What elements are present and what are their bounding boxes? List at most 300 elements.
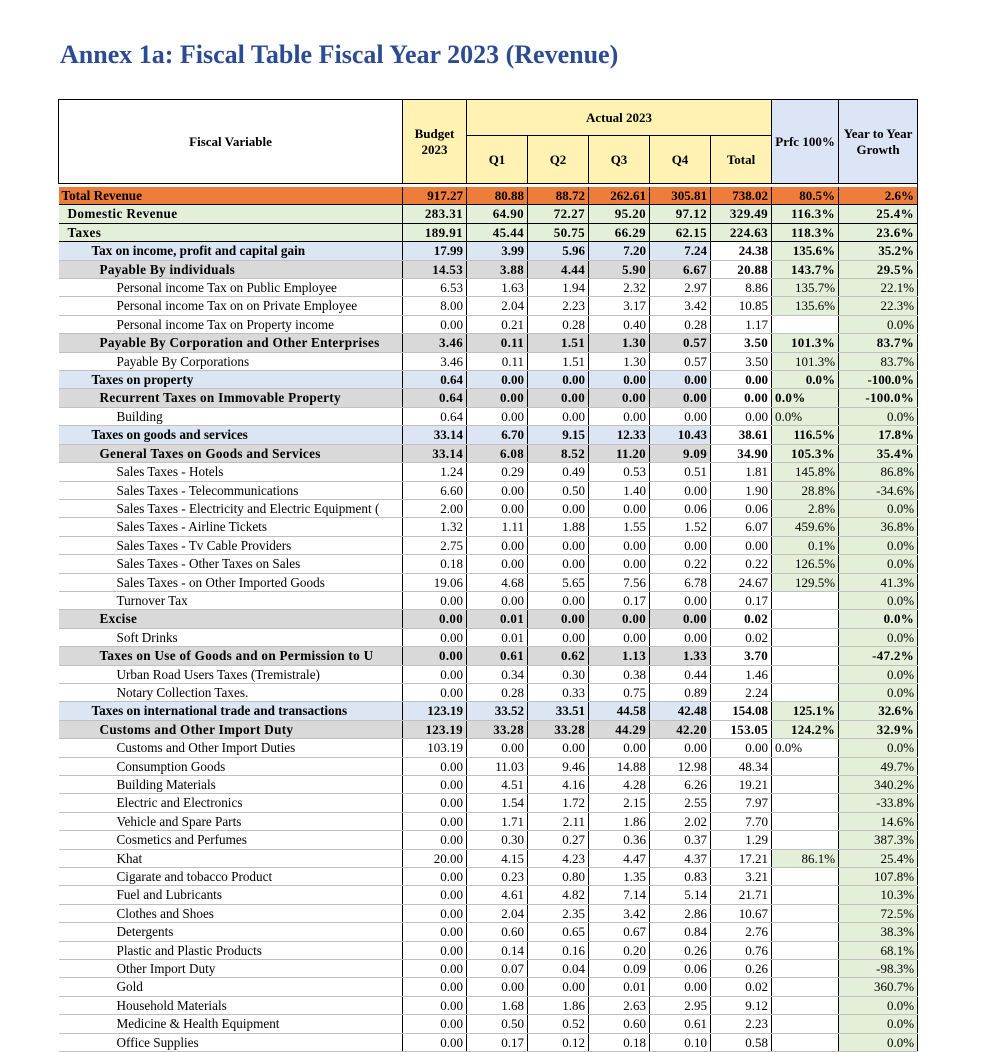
cell-yoy: 22.3%	[839, 297, 918, 315]
cell-budget: 0.64	[403, 389, 467, 407]
cell-q1: 0.00	[467, 536, 528, 554]
cell-total: 3.21	[711, 868, 772, 886]
table-row	[59, 407, 918, 425]
row-label: Sales Taxes - on Other Imported Goods	[59, 573, 403, 591]
row-label: Gold	[59, 978, 403, 996]
cell-yoy: 10.3%	[839, 886, 918, 904]
cell-budget: 0.18	[403, 555, 467, 573]
cell-q1: 33.52	[467, 702, 528, 720]
table-row	[59, 187, 918, 205]
cell-yoy: 68.1%	[839, 941, 918, 959]
row-label: Taxes on goods and services	[59, 426, 403, 444]
cell-q4: 10.43	[650, 426, 711, 444]
cell-q4: 0.06	[650, 960, 711, 978]
cell-q2: 1.88	[528, 518, 589, 536]
cell-prfc	[772, 996, 839, 1014]
cell-prfc: 28.8%	[772, 481, 839, 499]
cell-q3: 1.30	[589, 334, 650, 352]
cell-total: 0.26	[711, 960, 772, 978]
cell-total: 3.50	[711, 334, 772, 352]
header-fiscal-variable: Fiscal Variable	[59, 100, 403, 184]
cell-q2: 0.00	[528, 389, 589, 407]
cell-yoy: 83.7%	[839, 334, 918, 352]
cell-yoy: -47.2%	[839, 647, 918, 665]
cell-q4: 0.37	[650, 831, 711, 849]
cell-q3: 1.86	[589, 812, 650, 830]
cell-budget: 3.46	[403, 352, 467, 370]
table-row	[59, 904, 918, 922]
header-prfc: Prfc 100%	[772, 100, 839, 184]
row-label: Plastic and Plastic Products	[59, 941, 403, 959]
cell-budget: 1.32	[403, 518, 467, 536]
cell-q4: 42.48	[650, 702, 711, 720]
cell-yoy: 36.8%	[839, 518, 918, 536]
cell-q3: 0.38	[589, 665, 650, 683]
header-q1: Q1	[467, 136, 528, 184]
table-row	[59, 315, 918, 333]
cell-total: 2.24	[711, 683, 772, 701]
cell-q4: 3.42	[650, 297, 711, 315]
cell-q1: 0.11	[467, 334, 528, 352]
cell-total: 21.71	[711, 886, 772, 904]
cell-yoy: 35.2%	[839, 242, 918, 260]
cell-q2: 1.51	[528, 334, 589, 352]
cell-prfc: 143.7%	[772, 260, 839, 278]
table-row	[59, 1033, 918, 1051]
cell-total: 8.86	[711, 279, 772, 297]
cell-yoy: 0.0%	[839, 739, 918, 757]
table-row	[59, 518, 918, 536]
cell-q4: 6.78	[650, 573, 711, 591]
cell-q2: 9.46	[528, 757, 589, 775]
cell-yoy: 0.0%	[839, 665, 918, 683]
cell-prfc	[772, 776, 839, 794]
cell-prfc	[772, 904, 839, 922]
cell-total: 10.67	[711, 904, 772, 922]
table-row	[59, 499, 918, 517]
header-q2: Q2	[528, 136, 589, 184]
cell-q1: 45.44	[467, 223, 528, 241]
cell-q2: 1.94	[528, 279, 589, 297]
cell-yoy: 41.3%	[839, 573, 918, 591]
cell-yoy: 49.7%	[839, 757, 918, 775]
cell-budget: 19.06	[403, 573, 467, 591]
cell-total: 2.23	[711, 1015, 772, 1033]
cell-budget: 917.27	[403, 187, 467, 205]
cell-q4: 0.22	[650, 555, 711, 573]
cell-prfc	[772, 941, 839, 959]
table-row	[59, 555, 918, 573]
cell-prfc: 135.7%	[772, 279, 839, 297]
row-label: Building	[59, 407, 403, 425]
cell-yoy: 0.0%	[839, 499, 918, 517]
cell-q1: 0.00	[467, 389, 528, 407]
cell-q3: 7.20	[589, 242, 650, 260]
cell-q1: 0.30	[467, 831, 528, 849]
cell-q2: 0.00	[528, 407, 589, 425]
header-q4: Q4	[650, 136, 711, 184]
table-row	[59, 812, 918, 830]
cell-q3: 44.29	[589, 720, 650, 738]
cell-q3: 0.53	[589, 463, 650, 481]
cell-budget: 17.99	[403, 242, 467, 260]
cell-q2: 0.00	[528, 591, 589, 609]
cell-q1: 0.61	[467, 647, 528, 665]
cell-q3: 0.67	[589, 923, 650, 941]
cell-q2: 2.23	[528, 297, 589, 315]
row-label: Cosmetics and Perfumes	[59, 831, 403, 849]
fiscal-table	[58, 99, 918, 1052]
cell-budget: 0.00	[403, 868, 467, 886]
table-row	[59, 591, 918, 609]
row-label: Payable By individuals	[59, 260, 403, 278]
cell-total: 48.34	[711, 757, 772, 775]
cell-q4: 0.51	[650, 463, 711, 481]
cell-q3: 0.09	[589, 960, 650, 978]
cell-total: 0.02	[711, 628, 772, 646]
cell-q3: 4.47	[589, 849, 650, 867]
cell-q2: 0.65	[528, 923, 589, 941]
cell-q4: 6.26	[650, 776, 711, 794]
cell-total: 19.21	[711, 776, 772, 794]
cell-q1: 0.29	[467, 463, 528, 481]
cell-q1: 0.60	[467, 923, 528, 941]
row-label: Sales Taxes - Tv Cable Providers	[59, 536, 403, 554]
cell-q1: 0.21	[467, 315, 528, 333]
cell-q1: 33.28	[467, 720, 528, 738]
cell-prfc: 126.5%	[772, 555, 839, 573]
cell-prfc	[772, 591, 839, 609]
cell-yoy: -100.0%	[839, 371, 918, 389]
cell-prfc	[772, 1015, 839, 1033]
cell-q4: 0.26	[650, 941, 711, 959]
cell-q4: 0.06	[650, 499, 711, 517]
cell-q2: 0.00	[528, 499, 589, 517]
cell-prfc	[772, 628, 839, 646]
cell-q3: 262.61	[589, 187, 650, 205]
header-total: Total	[711, 136, 772, 184]
cell-q1: 1.71	[467, 812, 528, 830]
row-label: Sales Taxes - Electricity and Electric Equipment (	[59, 499, 403, 517]
table-row	[59, 628, 918, 646]
cell-q1: 0.00	[467, 407, 528, 425]
cell-q1: 0.00	[467, 591, 528, 609]
table-row	[59, 849, 918, 867]
cell-q4: 5.14	[650, 886, 711, 904]
cell-q2: 1.86	[528, 996, 589, 1014]
cell-budget: 0.00	[403, 628, 467, 646]
cell-q3: 1.13	[589, 647, 650, 665]
cell-prfc: 0.0%	[772, 739, 839, 757]
cell-q4: 0.28	[650, 315, 711, 333]
cell-q3: 14.88	[589, 757, 650, 775]
table-row	[59, 886, 918, 904]
cell-total: 1.17	[711, 315, 772, 333]
cell-q4: 1.33	[650, 647, 711, 665]
cell-total: 24.38	[711, 242, 772, 260]
cell-q1: 0.14	[467, 941, 528, 959]
cell-q1: 0.28	[467, 683, 528, 701]
table-row	[59, 702, 918, 720]
cell-q4: 42.20	[650, 720, 711, 738]
table-row	[59, 831, 918, 849]
table-row	[59, 665, 918, 683]
cell-yoy: 32.6%	[839, 702, 918, 720]
cell-yoy: 387.3%	[839, 831, 918, 849]
cell-budget: 0.00	[403, 315, 467, 333]
cell-q3: 2.32	[589, 279, 650, 297]
cell-q3: 2.63	[589, 996, 650, 1014]
cell-budget: 0.00	[403, 904, 467, 922]
cell-budget: 33.14	[403, 444, 467, 462]
cell-q2: 4.23	[528, 849, 589, 867]
cell-total: 1.46	[711, 665, 772, 683]
cell-q2: 4.16	[528, 776, 589, 794]
cell-q1: 0.07	[467, 960, 528, 978]
cell-q3: 0.00	[589, 739, 650, 757]
row-label: Notary Collection Taxes.	[59, 683, 403, 701]
cell-q2: 4.82	[528, 886, 589, 904]
cell-prfc: 145.8%	[772, 463, 839, 481]
cell-prfc	[772, 960, 839, 978]
table-row	[59, 941, 918, 959]
cell-total: 1.29	[711, 831, 772, 849]
cell-q2: 2.11	[528, 812, 589, 830]
table-row	[59, 757, 918, 775]
table-row	[59, 426, 918, 444]
cell-prfc	[772, 812, 839, 830]
cell-yoy: 23.6%	[839, 223, 918, 241]
cell-q1: 80.88	[467, 187, 528, 205]
cell-prfc: 2.8%	[772, 499, 839, 517]
cell-budget: 0.00	[403, 591, 467, 609]
table-row	[59, 978, 918, 996]
cell-yoy: 72.5%	[839, 904, 918, 922]
cell-q3: 1.30	[589, 352, 650, 370]
cell-budget: 33.14	[403, 426, 467, 444]
cell-prfc	[772, 923, 839, 941]
cell-total: 0.76	[711, 941, 772, 959]
cell-q1: 0.34	[467, 665, 528, 683]
cell-q2: 88.72	[528, 187, 589, 205]
cell-prfc: 0.0%	[772, 371, 839, 389]
page-title: Annex 1a: Fiscal Table Fiscal Year 2023 (Revenue)	[60, 40, 619, 69]
cell-q3: 4.28	[589, 776, 650, 794]
cell-q4: 2.95	[650, 996, 711, 1014]
cell-prfc: 125.1%	[772, 702, 839, 720]
cell-q3: 0.75	[589, 683, 650, 701]
cell-q4: 0.00	[650, 407, 711, 425]
cell-q4: 0.00	[650, 371, 711, 389]
cell-q3: 0.00	[589, 371, 650, 389]
row-label: Excise	[59, 610, 403, 628]
table-row	[59, 260, 918, 278]
cell-prfc	[772, 665, 839, 683]
cell-q1: 6.08	[467, 444, 528, 462]
cell-q3: 11.20	[589, 444, 650, 462]
cell-yoy: 14.6%	[839, 812, 918, 830]
cell-q3: 0.18	[589, 1033, 650, 1051]
cell-q4: 62.15	[650, 223, 711, 241]
row-label: Payable By Corporation and Other Enterprises	[59, 334, 403, 352]
cell-q1: 3.88	[467, 260, 528, 278]
cell-q1: 64.90	[467, 205, 528, 223]
cell-q2: 8.52	[528, 444, 589, 462]
cell-q3: 66.29	[589, 223, 650, 241]
cell-q3: 0.36	[589, 831, 650, 849]
cell-yoy: 360.7%	[839, 978, 918, 996]
cell-budget: 6.53	[403, 279, 467, 297]
cell-total: 0.02	[711, 610, 772, 628]
cell-q2: 5.96	[528, 242, 589, 260]
cell-yoy: 29.5%	[839, 260, 918, 278]
cell-total: 38.61	[711, 426, 772, 444]
cell-yoy: 340.2%	[839, 776, 918, 794]
cell-q2: 0.00	[528, 610, 589, 628]
cell-q2: 33.51	[528, 702, 589, 720]
cell-q3: 95.20	[589, 205, 650, 223]
cell-budget: 283.31	[403, 205, 467, 223]
cell-total: 0.00	[711, 371, 772, 389]
cell-total: 20.88	[711, 260, 772, 278]
row-label: Urban Road Users Taxes (Tremistrale)	[59, 665, 403, 683]
cell-q1: 3.99	[467, 242, 528, 260]
row-label: Building Materials	[59, 776, 403, 794]
cell-budget: 189.91	[403, 223, 467, 241]
cell-prfc: 105.3%	[772, 444, 839, 462]
cell-total: 9.12	[711, 996, 772, 1014]
table-row	[59, 610, 918, 628]
cell-q1: 0.00	[467, 481, 528, 499]
cell-q1: 4.51	[467, 776, 528, 794]
cell-prfc	[772, 1033, 839, 1051]
cell-prfc: 101.3%	[772, 334, 839, 352]
cell-q2: 0.00	[528, 978, 589, 996]
cell-yoy: 22.1%	[839, 279, 918, 297]
row-label: Personal income Tax on Property income	[59, 315, 403, 333]
cell-q3: 0.00	[589, 536, 650, 554]
cell-total: 738.02	[711, 187, 772, 205]
cell-q2: 0.62	[528, 647, 589, 665]
cell-yoy: 38.3%	[839, 923, 918, 941]
cell-budget: 0.00	[403, 812, 467, 830]
cell-q4: 0.00	[650, 481, 711, 499]
table-row	[59, 868, 918, 886]
cell-budget: 0.00	[403, 923, 467, 941]
cell-q1: 0.00	[467, 555, 528, 573]
header-budget: Budget 2023	[403, 100, 467, 184]
cell-total: 7.70	[711, 812, 772, 830]
table-header	[59, 100, 918, 184]
row-label: Taxes	[59, 223, 403, 241]
cell-q4: 6.67	[650, 260, 711, 278]
cell-prfc: 135.6%	[772, 242, 839, 260]
cell-yoy: 2.6%	[839, 187, 918, 205]
cell-total: 6.07	[711, 518, 772, 536]
cell-q1: 2.04	[467, 297, 528, 315]
cell-q1: 11.03	[467, 757, 528, 775]
cell-q4: 1.52	[650, 518, 711, 536]
cell-budget: 0.64	[403, 371, 467, 389]
cell-q2: 2.35	[528, 904, 589, 922]
cell-q2: 0.52	[528, 1015, 589, 1033]
cell-q4: 9.09	[650, 444, 711, 462]
cell-budget: 8.00	[403, 297, 467, 315]
table-row	[59, 371, 918, 389]
cell-yoy: 0.0%	[839, 683, 918, 701]
row-label: Recurrent Taxes on Immovable Property	[59, 389, 403, 407]
cell-q1: 0.00	[467, 371, 528, 389]
row-label: Customs and Other Import Duty	[59, 720, 403, 738]
row-label: Taxes on Use of Goods and on Permission to U	[59, 647, 403, 665]
cell-prfc	[772, 610, 839, 628]
cell-yoy: 0.0%	[839, 1033, 918, 1051]
cell-total: 0.06	[711, 499, 772, 517]
cell-budget: 0.00	[403, 794, 467, 812]
cell-total: 24.67	[711, 573, 772, 591]
cell-q4: 97.12	[650, 205, 711, 223]
cell-q2: 72.27	[528, 205, 589, 223]
cell-budget: 0.00	[403, 886, 467, 904]
cell-total: 0.02	[711, 978, 772, 996]
cell-total: 10.85	[711, 297, 772, 315]
header-q3: Q3	[589, 136, 650, 184]
cell-total: 154.08	[711, 702, 772, 720]
cell-yoy: 0.0%	[839, 536, 918, 554]
cell-prfc	[772, 683, 839, 701]
row-label: Total Revenue	[59, 187, 403, 205]
cell-budget: 0.00	[403, 1015, 467, 1033]
cell-q4: 0.61	[650, 1015, 711, 1033]
cell-total: 0.00	[711, 407, 772, 425]
cell-budget: 0.00	[403, 665, 467, 683]
cell-q3: 0.60	[589, 1015, 650, 1033]
row-label: Taxes on property	[59, 371, 403, 389]
table-row	[59, 481, 918, 499]
cell-q1: 4.68	[467, 573, 528, 591]
cell-q3: 44.58	[589, 702, 650, 720]
cell-budget: 20.00	[403, 849, 467, 867]
cell-q3: 3.17	[589, 297, 650, 315]
row-label: Personal income Tax on on Private Employee	[59, 297, 403, 315]
row-label: Domestic Revenue	[59, 205, 403, 223]
cell-q4: 305.81	[650, 187, 711, 205]
cell-q2: 5.65	[528, 573, 589, 591]
cell-q3: 0.00	[589, 499, 650, 517]
table-row	[59, 279, 918, 297]
cell-total: 7.97	[711, 794, 772, 812]
cell-q1: 0.00	[467, 978, 528, 996]
cell-prfc: 116.5%	[772, 426, 839, 444]
header-actual: Actual 2023	[467, 100, 772, 136]
cell-q4: 0.57	[650, 334, 711, 352]
row-label: Clothes and Shoes	[59, 904, 403, 922]
cell-yoy: 17.8%	[839, 426, 918, 444]
cell-budget: 1.24	[403, 463, 467, 481]
cell-q1: 2.04	[467, 904, 528, 922]
cell-q4: 0.00	[650, 389, 711, 407]
row-label: Other Import Duty	[59, 960, 403, 978]
cell-q4: 0.44	[650, 665, 711, 683]
cell-total: 153.05	[711, 720, 772, 738]
cell-q3: 0.17	[589, 591, 650, 609]
cell-q3: 0.40	[589, 315, 650, 333]
row-label: Tax on income, profit and capital gain	[59, 242, 403, 260]
cell-q2: 0.16	[528, 941, 589, 959]
cell-q3: 0.00	[589, 610, 650, 628]
cell-yoy: 25.4%	[839, 205, 918, 223]
cell-prfc	[772, 647, 839, 665]
